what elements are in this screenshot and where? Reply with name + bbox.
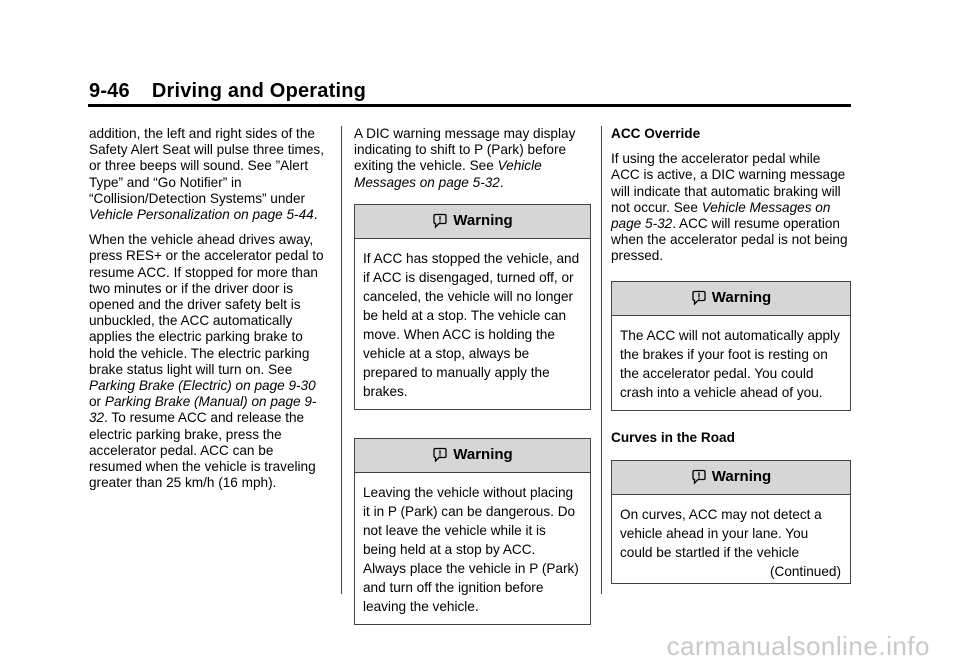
warning-box: [611, 281, 851, 411]
warning-box: [611, 460, 851, 584]
cross-reference-link[interactable]: Parking Brake (Manual) on page 9-32: [89, 394, 317, 426]
warning-header: [355, 439, 590, 473]
warning-heading: Warning: [711, 468, 772, 486]
warning-heading: Warning: [711, 289, 772, 307]
text-run: If using the accelerator pedal while ACC is active, a DIC warning message will indicate that automatic braking will not occur. See: [611, 151, 846, 215]
cross-reference-link[interactable]: Vehicle Messages on page 5-32: [611, 199, 831, 232]
warning-heading: Warning: [453, 212, 513, 230]
cross-reference-link[interactable]: Vehicle Personalization on page 5-44: [89, 207, 314, 223]
warning-text: Leaving the vehicle without placing it in P (Park) can be dangerous. Do not leave the vehicle while it is being held at a stop by ACC. Always place the vehicle in P (Park) and turn off the ignition before leaving the vehicle.: [363, 484, 579, 614]
warning-text: The ACC will not automatically apply the brakes if your foot is resting on the accelerator pedal. You could crash into a vehicle ahead of you.: [620, 327, 840, 400]
column-divider-2: [601, 126, 602, 594]
warning-header: [612, 461, 850, 495]
text-run: or: [89, 394, 105, 410]
column-2: [354, 126, 591, 651]
paragraph: [89, 232, 329, 491]
subheading: ACC Override: [611, 126, 701, 141]
section-title: Driving and Operating: [151, 80, 367, 102]
text-run: . To resume ACC and release the electric parking brake, press the accelerator pedal. ACC can be resumed when the vehicle is traveling greater than 25 km/h (16 mph).: [89, 410, 316, 491]
warning-icon: [691, 290, 707, 306]
text-run: A DIC warning message may display indicating to shift to P (Park) before exiting the vehicle. See: [354, 126, 576, 174]
warning-icon: [691, 469, 707, 485]
warning-icon: [432, 213, 448, 229]
text-run: addition, the left and right sides of the Safety Alert Seat will pulse three times, or three beeps will sound. See ”Alert Type” and “Go Notifier” in “Collision/Detection Systems” under: [89, 126, 324, 206]
text-run: .: [313, 207, 318, 223]
warning-box: [354, 438, 591, 625]
column-3: [611, 126, 851, 610]
column-divider-1: [341, 126, 342, 594]
continued-label: (Continued): [769, 563, 841, 579]
column-1: [89, 126, 329, 500]
warning-heading: Warning: [453, 446, 513, 464]
subheading: Curves in the Road: [611, 429, 735, 445]
warning-box: [354, 204, 591, 410]
paragraph: [354, 126, 591, 191]
page-number: 9-46: [89, 80, 130, 102]
text-run: . ACC will resume operation when the accelerator pedal is not being pressed.: [611, 216, 848, 264]
header-rule: [88, 104, 851, 107]
warning-header: [612, 282, 850, 316]
text-run: When the vehicle ahead drives away, press RES+ or the accelerator pedal to resume ACC. If stopped for more than two minutes or if the driver door is opened and the driver safety belt is unbuckled, the ACC automatically applies the electric parking brake to hold the vehicle. The electric parking brake status light will turn on. See: [89, 232, 324, 377]
paragraph: [89, 126, 329, 223]
watermark: carmanualsonline.info: [666, 631, 930, 661]
paragraph: [611, 151, 851, 264]
warning-icon: [432, 447, 448, 463]
warning-header: [355, 205, 590, 239]
warning-text: On curves, ACC may not detect a vehicle ahead in your lane. You could be startled if the vehicle: [620, 506, 822, 560]
warning-box-body: [612, 495, 850, 583]
text-run: .: [499, 174, 504, 190]
warning-text: If ACC has stopped the vehicle, and if ACC is disengaged, turned off, or canceled, the vehicle will no longer be held at a stop. The vehicle can move. When ACC is holding the vehicle at a stop, always be prepared to manually apply the brakes.: [363, 250, 580, 399]
cross-reference-link[interactable]: Vehicle Messages on page 5-32: [354, 158, 542, 190]
page-header: [89, 80, 366, 103]
cross-reference-link[interactable]: Parking Brake (Electric) on page 9-30: [89, 378, 316, 394]
